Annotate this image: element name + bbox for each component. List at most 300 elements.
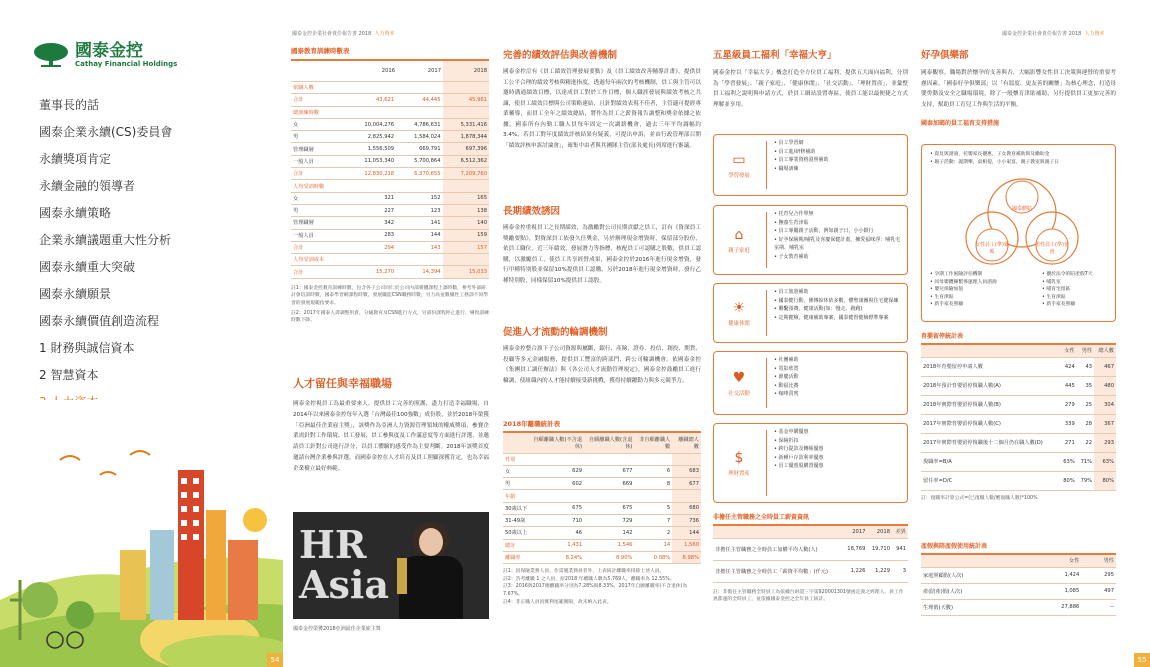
pregnancy-title: 好孕俱樂部 bbox=[921, 50, 969, 61]
bullet-text: 嬰兒保險加值 bbox=[934, 287, 964, 293]
column-header bbox=[713, 526, 843, 538]
talent-title: 人才留任與幸福職場 bbox=[293, 377, 392, 390]
row-label: 一般人員 bbox=[293, 232, 314, 239]
year-header: 2016 bbox=[381, 67, 395, 74]
benefit-icon-wrap bbox=[714, 206, 764, 274]
table-row bbox=[291, 266, 489, 278]
table-cell: 2 bbox=[666, 529, 671, 536]
row-label: 2017年實際育嬰留停復職人數(C) bbox=[923, 421, 1001, 427]
hr-asia-photo bbox=[293, 512, 489, 619]
benefit-icon-wrap bbox=[714, 135, 764, 195]
row-label: 女 bbox=[293, 122, 299, 129]
table-cell: 25 bbox=[1085, 401, 1093, 408]
benefit-box-4 bbox=[713, 423, 908, 503]
benefit-item: • 員工專業資格證照補助 bbox=[774, 157, 829, 164]
row-label: 復職率=B/A bbox=[923, 459, 952, 465]
benefit-item: • 員工學習網 bbox=[774, 140, 804, 146]
table-row bbox=[291, 143, 489, 155]
benefit-item-text: 社團補助 bbox=[778, 357, 799, 363]
table-cell: 12,830,218 bbox=[364, 170, 395, 177]
benefit-icon: $ bbox=[734, 449, 744, 466]
row-label: 生理假(天數) bbox=[923, 604, 953, 611]
table-cell: 22 bbox=[1085, 439, 1093, 446]
table-cell: 4,786,631 bbox=[414, 121, 441, 128]
benefit-icon-wrap bbox=[714, 352, 764, 414]
table-row bbox=[503, 514, 701, 526]
table-cell: -- bbox=[1110, 604, 1114, 610]
row-label: 合計 bbox=[293, 245, 304, 251]
circle-label-center: 國泰體貼 bbox=[1011, 206, 1032, 212]
benefit-item-text: 托育兒合作單無 bbox=[778, 211, 814, 217]
header-right-section: 人力資本 bbox=[1084, 31, 1105, 37]
table-cell: 11,053,340 bbox=[364, 158, 395, 165]
table-cell-empty bbox=[672, 453, 701, 465]
table-cell: 28 bbox=[1085, 420, 1093, 427]
benefit-item-text: 定期健檢，健康補助專案，國泰健督健檢標準專案 bbox=[778, 314, 889, 321]
leave-table bbox=[503, 433, 701, 564]
table-cell-empty bbox=[443, 254, 489, 266]
benefit-label: 健康休閒 bbox=[728, 320, 750, 327]
table-cell-empty bbox=[443, 106, 489, 118]
table-cell: 1,584,024 bbox=[414, 133, 441, 140]
column-header: 離職總人數 bbox=[678, 436, 699, 450]
table-row bbox=[503, 453, 701, 465]
salary-note: 註：非擔任主管職務全時員工為依據台財證三字第920001301號函定義之經理人、員工作異都運的全時員工，並依據國泰金控之全年員工統計。 bbox=[713, 589, 904, 603]
table-cell: 7 bbox=[666, 517, 671, 524]
table-cell-empty bbox=[396, 82, 442, 94]
nav-item-0[interactable]: 董事長的話 bbox=[39, 98, 100, 112]
table-cell: 304 bbox=[1094, 395, 1116, 414]
paternity-table bbox=[921, 555, 1116, 616]
table-row bbox=[503, 539, 701, 551]
venn-diagram bbox=[962, 173, 1082, 273]
empty-header bbox=[291, 61, 351, 81]
column-header: 女性 bbox=[1064, 348, 1075, 355]
table-row bbox=[503, 551, 701, 563]
person-face bbox=[419, 528, 443, 556]
benefit-list bbox=[774, 139, 904, 173]
table-cell: 157 bbox=[443, 241, 489, 253]
table-row bbox=[291, 94, 489, 106]
benefit-label: 社交活動 bbox=[728, 390, 750, 397]
table-cell-empty bbox=[672, 490, 701, 502]
pregnancy-subtitle: 國泰加碼的員工福育支持措施 bbox=[921, 120, 1000, 127]
bullet-item: • 哺育宅留區 bbox=[1042, 287, 1071, 293]
table-cell: 0.08% bbox=[653, 554, 671, 561]
row-label: 一般人員 bbox=[293, 158, 314, 165]
table-cell: 63% bbox=[1094, 452, 1116, 471]
pregnancy-diagram bbox=[921, 144, 1116, 322]
leave-note: 註3：2016與2017總離職率分別為7.28%與8.33%，2017年自願離職率(不含退休)為7.67%。 bbox=[503, 584, 688, 597]
bullet-text: 生育津貼 bbox=[934, 294, 954, 300]
benefit-item: • 節慶活動 bbox=[774, 374, 799, 381]
table-cell-empty bbox=[396, 254, 442, 266]
nav-item-8[interactable]: 國泰永續價值創造流程 bbox=[39, 314, 160, 328]
table-cell: 467 bbox=[1094, 357, 1116, 376]
table-cell: 669 bbox=[622, 480, 633, 487]
pregnancy-section bbox=[921, 47, 1116, 127]
table-header-row bbox=[921, 345, 1116, 357]
table-cell: 43 bbox=[1085, 363, 1093, 370]
table-cell: 152 bbox=[430, 195, 441, 202]
paternity-title: 產假與陪產假使用統計表 bbox=[921, 543, 988, 550]
leave-title: 2018年離職統計表 bbox=[503, 420, 561, 428]
cathay-tree-logo bbox=[33, 42, 69, 68]
table-cell: 46 bbox=[575, 529, 583, 536]
row-label: 2018年實際育嬰留停復職人數(B) bbox=[923, 402, 1001, 408]
page-number-left: 54 bbox=[267, 653, 283, 667]
table-cell: 140 bbox=[443, 217, 489, 229]
benefit-item: • 員工專屬親子活動，例如親子日，小小銀行 bbox=[774, 228, 874, 235]
table-cell: 669,791 bbox=[419, 146, 441, 153]
logo bbox=[33, 42, 177, 68]
table-cell-empty bbox=[529, 490, 584, 502]
table-cell: 3 bbox=[902, 568, 906, 574]
table-cell: 339 bbox=[1064, 420, 1075, 427]
row-label: 男 bbox=[293, 134, 299, 141]
table-row bbox=[291, 241, 489, 253]
benefit-item-text: 跨行提款及轉帳優惠 bbox=[778, 446, 824, 453]
table-cell: 295 bbox=[1104, 572, 1114, 578]
salary-table-grid bbox=[713, 526, 908, 583]
table-row bbox=[291, 254, 489, 266]
training-note: 註1：國泰金控教育訓練時數，包含各子公司同仁於公司內部實體課程上課時數，參考外部研討會培訓時數，國泰學習網課程時數，發展職能CSN職務時數，另力高並數據性工務訓不同學習的發展規範指要求。 bbox=[291, 285, 489, 306]
table-cell: 14 bbox=[663, 542, 671, 549]
table-cell: 8.90% bbox=[615, 554, 633, 561]
row-label: 2018年預計育嬰留停復職人數(A) bbox=[923, 383, 1001, 389]
table-cell-empty bbox=[584, 453, 634, 465]
table-cell-empty bbox=[345, 254, 396, 266]
nav-item-5[interactable]: 企業永續議題重大性分析 bbox=[39, 233, 172, 247]
table-cell: 19,710 bbox=[871, 546, 890, 552]
nav-item-6[interactable]: 國泰永續重大突破 bbox=[39, 260, 136, 274]
table-cell: 1,431 bbox=[567, 542, 583, 549]
benefit-body: 國泰金控以「幸福大亨」概念打造全方位員工福利，提供五大面向福利，分別為「學習發展」、「親子家庭」、「健康休閒」、「社交活動」、「理財置產」，並彙整員工福利之說明與申請方式，於員工網站設置專區，使員工能以最便捷之方式理解並享用。 bbox=[713, 70, 908, 108]
retention-table bbox=[921, 345, 1116, 491]
table-cell: 1,878,344 bbox=[443, 131, 489, 143]
longterm-section bbox=[503, 203, 701, 286]
table-row bbox=[921, 452, 1116, 471]
table-header-row bbox=[503, 433, 701, 453]
table-cell: 941 bbox=[896, 546, 906, 552]
header-right-text: 國泰金控企業社會責任報告書 2018 bbox=[1002, 31, 1082, 37]
benefit-label: 學習發展 bbox=[728, 172, 750, 179]
bullet-text: 資見與諮詢，托嬰家長優惠，子女教育補助與及勵助金 bbox=[934, 152, 1050, 157]
bullet-item: • 生育津貼 bbox=[930, 294, 954, 300]
benefit-item-text: 節慶活動 bbox=[778, 374, 799, 381]
table-cell: 1,226 bbox=[850, 568, 866, 574]
benefit-icon: ♥ bbox=[732, 369, 746, 386]
paternity-section bbox=[921, 541, 1116, 616]
table-row bbox=[921, 376, 1116, 395]
benefit-box-3 bbox=[713, 351, 908, 415]
table-cell: 45,961 bbox=[443, 94, 489, 106]
table-cell-empty bbox=[345, 82, 396, 94]
table-cell: 71% bbox=[1080, 458, 1093, 465]
table-cell: 342 bbox=[384, 219, 395, 226]
benefit-list bbox=[774, 210, 904, 262]
year-header: 2017 bbox=[427, 67, 441, 74]
table-cell: 736 bbox=[672, 514, 701, 526]
bullet-item: • 哺乳室 bbox=[1042, 279, 1061, 285]
row-label: 人均受訓成本 bbox=[293, 257, 325, 264]
benefit-item: • 跨行提款及轉帳優惠 bbox=[774, 446, 824, 453]
table-row bbox=[921, 599, 1116, 615]
training-section bbox=[291, 46, 489, 327]
row-label: 總計 bbox=[505, 542, 516, 549]
table-cell: 144 bbox=[430, 232, 441, 239]
benefit-box-2 bbox=[713, 283, 908, 343]
table-cell: 480 bbox=[1094, 376, 1116, 395]
table-cell: 629 bbox=[572, 468, 583, 475]
bullet-text: 優於法令的陪產假7天 bbox=[1046, 272, 1093, 277]
logo-name: 國泰金控 bbox=[75, 41, 143, 61]
table-header-row bbox=[713, 526, 908, 538]
row-label: 女 bbox=[293, 195, 299, 202]
table-cell-empty bbox=[584, 490, 634, 502]
leave-note: 註1：因保險業務人員，作需履業務員者外，上表統計離職率排除上述人員。 bbox=[503, 569, 665, 575]
table-row bbox=[291, 217, 489, 229]
leave-note: 註4：非正職人員因實利尾範圍限，故未納入此表。 bbox=[503, 599, 612, 605]
table-cell: 8 bbox=[666, 480, 671, 487]
benefit-item-text: 員工進/研修補助 bbox=[778, 148, 816, 155]
row-label: 合計 bbox=[293, 97, 304, 104]
benefit-box-0 bbox=[713, 134, 908, 196]
row-label: 男 bbox=[505, 481, 511, 488]
bullet-item: • 生育津貼 bbox=[1042, 294, 1066, 300]
row-label: 女 bbox=[505, 468, 511, 475]
bullet-item: • 孕期工作風險評估機制 bbox=[930, 272, 983, 277]
benefit-item-text: 子女教育補助 bbox=[778, 253, 809, 260]
bullet-item: • 新手家長照顧 bbox=[930, 302, 964, 308]
leave-section bbox=[503, 419, 701, 606]
benefit-item-text: 新種戶存款利率優惠 bbox=[778, 454, 824, 461]
training-year-header bbox=[291, 61, 489, 82]
table-cell-empty bbox=[443, 180, 489, 192]
table-cell-empty bbox=[396, 180, 442, 192]
table-row bbox=[503, 502, 701, 514]
header-left-section: 人力資本 bbox=[374, 31, 395, 37]
table-cell: 5,700,864 bbox=[414, 158, 441, 165]
table-cell: 675 bbox=[572, 505, 583, 512]
table-row bbox=[503, 465, 701, 477]
photo-text-hr: HR bbox=[299, 522, 367, 567]
photo-text-asia: Asia bbox=[299, 562, 389, 607]
table-cell-empty bbox=[345, 106, 396, 118]
table-cell: 1,560 bbox=[672, 539, 701, 551]
bullet-item: • 嬰兒保險加值 bbox=[930, 287, 964, 293]
trophy bbox=[397, 558, 407, 594]
column-header: 總人數 bbox=[1098, 348, 1114, 355]
table-cell: 27,886 bbox=[1061, 604, 1080, 610]
table-cell: 294 bbox=[384, 244, 395, 251]
table-cell: 424 bbox=[1064, 363, 1075, 370]
row-label: 合計 bbox=[293, 171, 304, 178]
table-row bbox=[713, 538, 908, 560]
benefit-item-text: 員工旅遊補助 bbox=[778, 289, 809, 295]
row-label: 30歲以下 bbox=[505, 505, 528, 512]
benefit-box-1 bbox=[713, 205, 908, 275]
row-label: 2018年育嬰留停申請人數 bbox=[923, 364, 983, 370]
table-row bbox=[291, 106, 489, 118]
column-header: 自願離職人數(不含退休) bbox=[533, 436, 583, 450]
benefit-item: • 撫養生育津貼 bbox=[774, 219, 809, 226]
table-row bbox=[921, 395, 1116, 414]
training-notes bbox=[291, 285, 489, 325]
table-cell: 1,556,509 bbox=[367, 146, 395, 153]
table-cell: 18,769 bbox=[847, 546, 866, 552]
table-cell: 43,621 bbox=[375, 96, 395, 103]
page-number-right: 55 bbox=[1134, 653, 1150, 667]
table-cell: 5,331,416 bbox=[443, 118, 489, 130]
table-cell: 15,033 bbox=[443, 266, 489, 278]
row-label: 離職率 bbox=[505, 555, 521, 562]
rotation-title: 促進人才流動的輪調機制 bbox=[503, 327, 608, 338]
table-cell: 683 bbox=[672, 465, 701, 477]
retention-table-grid bbox=[921, 345, 1116, 491]
benefit-item-text: 員工專屬親子活動，例如親子日，小小銀行 bbox=[778, 228, 874, 235]
salary-table bbox=[713, 526, 908, 583]
perf-section bbox=[503, 47, 701, 151]
retention-section bbox=[921, 331, 1116, 502]
table-cell: 7,209,760 bbox=[443, 168, 489, 180]
perf-title: 完善的績效評估與改善機制 bbox=[503, 50, 618, 61]
leave-table-grid bbox=[503, 433, 701, 564]
benefit-item: • 保險折扣 bbox=[774, 437, 799, 444]
training-note: 註2：2017年國泰人壽調整用倉，分級教育及CSN進行方式，另部份課程停止進行，導致訓練時數下降。 bbox=[291, 310, 489, 324]
column-header bbox=[921, 555, 1028, 567]
row-label: 50歲以上 bbox=[505, 530, 528, 537]
table-cell: 142 bbox=[622, 529, 633, 536]
table-cell: 138 bbox=[443, 204, 489, 216]
benefit-item: • 聯繫預賽，健康活動(如：慢走、跑跑) bbox=[774, 306, 863, 313]
row-label: 管理職層 bbox=[293, 220, 314, 227]
benefit-item-text: 撫養生育津貼 bbox=[778, 219, 809, 226]
table-row bbox=[291, 82, 489, 94]
table-row bbox=[713, 560, 908, 582]
table-cell: 279 bbox=[1064, 401, 1075, 408]
bullet-item: • 親子活動：誕期樂，桌相提，小小家宴，親子教室與親子日 bbox=[930, 159, 1060, 165]
benefit-title: 五星級員工福利「幸福大亨」 bbox=[713, 50, 837, 61]
benefit-item-text: 員工學習網 bbox=[778, 140, 804, 146]
nav-item-10[interactable]: 2 智慧資本 bbox=[39, 368, 99, 382]
training-title: 國泰教育訓練時數表 bbox=[291, 47, 350, 55]
row-label: 總訓練時數 bbox=[293, 109, 319, 116]
table-row bbox=[291, 192, 489, 204]
table-cell: 159 bbox=[443, 229, 489, 241]
benefit-item: • 咖啡貴賓 bbox=[774, 391, 799, 398]
table-row bbox=[291, 204, 489, 216]
year-header: 2018 bbox=[443, 61, 489, 81]
row-label: 31-49歲 bbox=[505, 518, 526, 525]
table-cell: 675 bbox=[622, 505, 633, 512]
table-cell: 6,370,655 bbox=[414, 170, 441, 177]
nav-item-9[interactable]: 1 財務與誠信資本 bbox=[39, 341, 135, 355]
table-cell-empty bbox=[396, 106, 442, 118]
table-row bbox=[503, 478, 701, 490]
table-cell: 79% bbox=[1080, 477, 1093, 484]
table-cell: 729 bbox=[622, 517, 633, 524]
column-header: 2018 bbox=[876, 528, 890, 535]
table-cell: 14,394 bbox=[422, 269, 441, 276]
row-label: 2017年實際育嬰留停復職後十二個月仍在職人數(D) bbox=[923, 440, 1043, 446]
nav-item-1[interactable]: 國泰企業永續(CS)委員會 bbox=[39, 125, 173, 139]
benefit-list bbox=[774, 428, 904, 471]
benefit-item: • 員工優惠股購置優惠 bbox=[774, 463, 824, 470]
benefit-item-text: 電影欣賞 bbox=[778, 365, 799, 372]
column-header: 男性 bbox=[1103, 558, 1114, 565]
benefit-icon: ☀ bbox=[732, 299, 746, 316]
table-cell: 8.98% bbox=[672, 551, 701, 563]
row-label: 家庭照顧假(人次) bbox=[923, 572, 964, 579]
rotation-body: 國泰金控整合旗下子公司資源與屬斷，銀行、產險、證券、投信、創投、期貨、投顧等多元金融服務，提供員工豐富的跨部門、跨公司輪調機會。依國泰金控《集團員工調任辦法》與《各公司人才流動管理規定》，國泰金控鼓勵員工進行輪調，使組織內的人才能持續接受新挑戰，獲得持續躍動力與多元競爭力。 bbox=[503, 346, 701, 384]
salary-section bbox=[713, 512, 908, 604]
benefit-label: 親子家庭 bbox=[728, 247, 750, 254]
left-items bbox=[930, 271, 997, 309]
benefit-item-text: 動福比賽 bbox=[778, 382, 799, 389]
row-label: 性別 bbox=[505, 456, 516, 463]
table-row bbox=[921, 433, 1116, 452]
table-row bbox=[921, 471, 1116, 490]
benefit-item: • 定期健檢，健康補助專案，國泰健督健檢標準專案 bbox=[774, 314, 889, 321]
bullet-text: 生育津貼 bbox=[1046, 294, 1066, 300]
row-label: 留任率=D/C bbox=[923, 478, 953, 484]
nav-item-3[interactable]: 永續金融的領導者 bbox=[39, 179, 136, 193]
talent-body: 國泰金控視員工為最重要來人，提供員工完善的照護，盡力打造幸福職場，自2014年以來國泰金控每年入選「台灣最佳100強數」成份股，並於2018年榮獲「亞洲最佳企業雇主獎」，該獎作為亞洲人力資源管理領域的權威獎項，參賽企業需針對工作環境、員工發展、員工參與度及工作滿意度等方面進行評選，並邀請員工針對公司進行評分，以員工體驗的感受作為主要判斷。2018年該獎首度邀請台灣企業參與評選，而國泰金控在人才培育及員工照顧深獲肯定，也為幸福企業樹立最好典範。 bbox=[293, 401, 489, 472]
column-header: 女性 bbox=[1068, 558, 1080, 565]
table-row bbox=[291, 118, 489, 130]
rotation-section bbox=[503, 324, 701, 386]
benefit-item-text: 員工優惠股購置優惠 bbox=[778, 463, 824, 470]
row-label: 合計 bbox=[293, 269, 304, 276]
nav-item-2[interactable]: 永續獎項肯定 bbox=[39, 152, 112, 166]
table-row bbox=[291, 168, 489, 180]
table-cell-empty bbox=[634, 453, 672, 465]
benefit-icon: ▭ bbox=[732, 151, 746, 168]
column-header: 男性 bbox=[1081, 348, 1093, 355]
benefit-item: • 員工進/研修補助 bbox=[774, 148, 816, 155]
column-header: 差異 bbox=[895, 529, 906, 536]
benefit-item-text: 保險折扣 bbox=[778, 437, 799, 444]
table-row bbox=[921, 357, 1116, 376]
leave-note: 註2：答考離職 1 之人員，原2018 年離職人數為5,769人，離職率為 12.55%。 bbox=[503, 576, 675, 582]
benefit-item: • 電影欣賞 bbox=[774, 365, 799, 372]
nav-item-4[interactable]: 國泰永續策略 bbox=[39, 206, 112, 220]
table-cell: 677 bbox=[672, 478, 701, 490]
table-cell: 2,825,942 bbox=[367, 133, 395, 140]
benefit-list bbox=[774, 356, 904, 399]
longterm-title: 長期績效誘因 bbox=[503, 206, 561, 217]
table-cell: 497 bbox=[1104, 588, 1114, 594]
bullet-text: 哺育宅留區 bbox=[1046, 287, 1071, 293]
benefit-icon-wrap bbox=[714, 284, 764, 342]
table-cell: 44,445 bbox=[422, 96, 441, 103]
salary-title: 非擔任主管職務之全時員工薪資資訊 bbox=[713, 514, 810, 521]
benefit-divider bbox=[766, 358, 767, 408]
bullet-text: 新手家長照顧 bbox=[934, 302, 964, 308]
sidebar bbox=[0, 0, 283, 667]
table-cell: 144 bbox=[672, 527, 701, 539]
bullet-text: 哺乳室 bbox=[1046, 279, 1061, 285]
nav-item-7[interactable]: 國泰永續願景 bbox=[39, 287, 112, 301]
benefit-divider bbox=[766, 290, 767, 336]
table-row bbox=[503, 490, 701, 502]
table-cell: 141 bbox=[430, 219, 441, 226]
benefit-item: • 托育兒合作單無 bbox=[774, 211, 814, 217]
table-cell: 80% bbox=[1063, 477, 1075, 484]
paternity-table-grid bbox=[921, 555, 1116, 616]
table-cell-empty bbox=[345, 180, 396, 192]
